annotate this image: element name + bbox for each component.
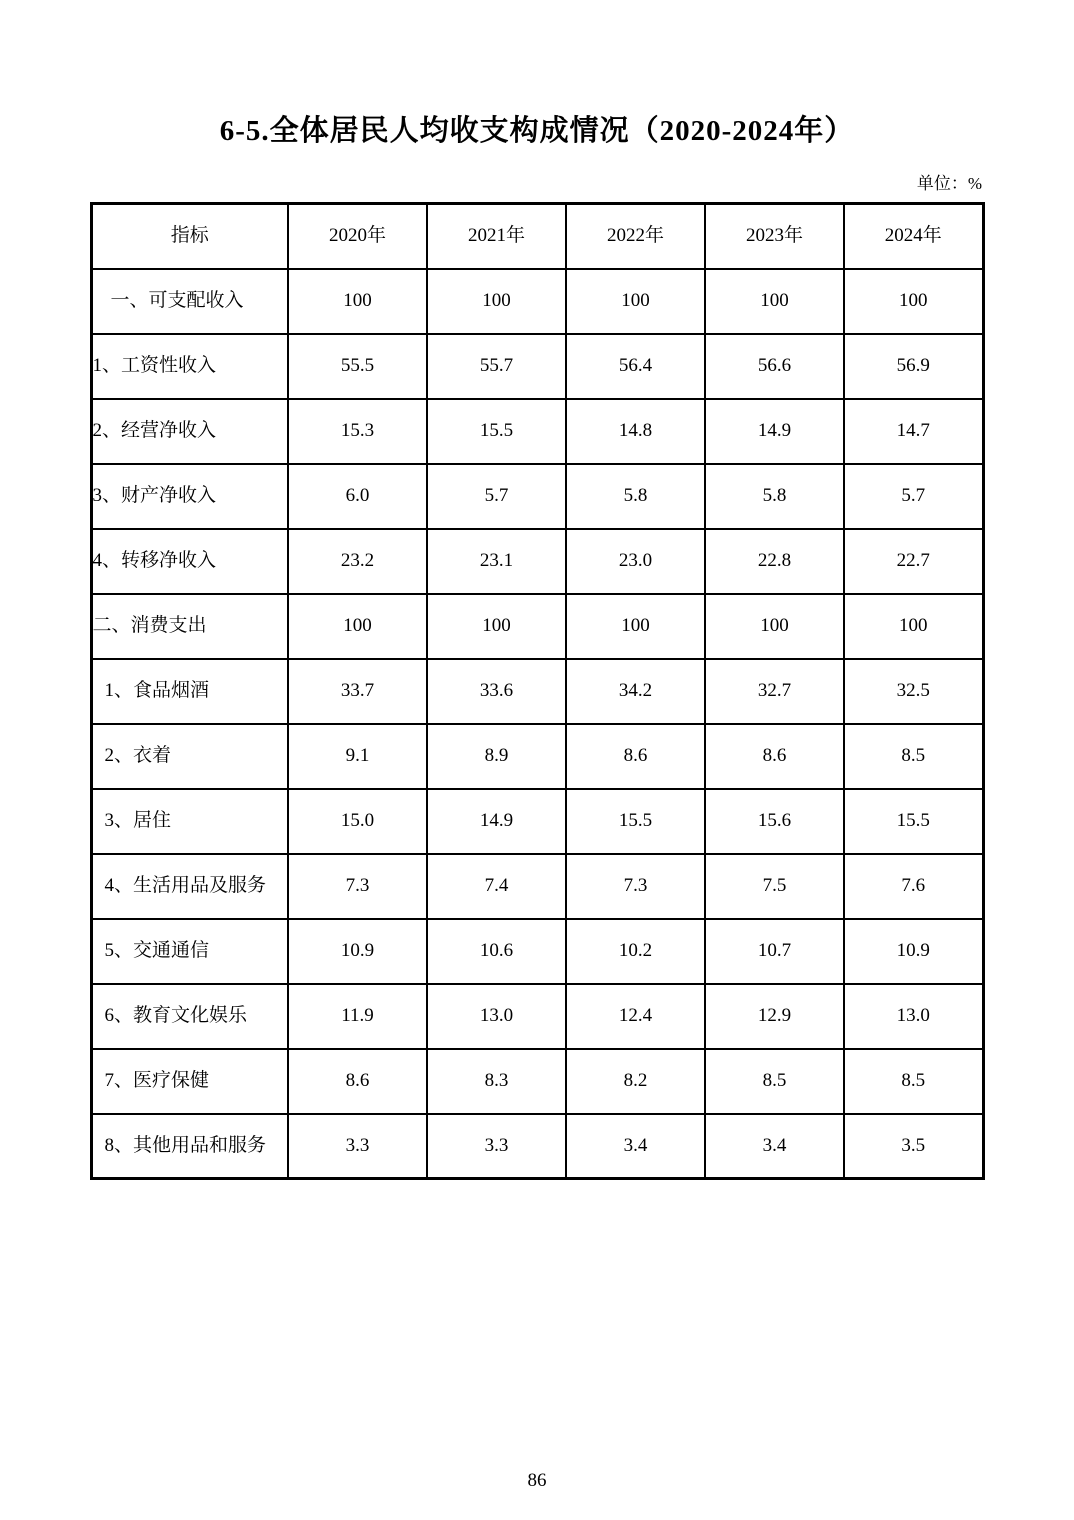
cell-value: 15.5 bbox=[844, 789, 983, 854]
row-label: 5、交通通信 bbox=[91, 919, 288, 984]
page-number: 86 bbox=[527, 1470, 547, 1491]
table-row bbox=[91, 464, 983, 529]
cell-value: 7.5 bbox=[705, 854, 844, 919]
cell-value: 100 bbox=[844, 594, 983, 659]
table-row bbox=[91, 269, 983, 334]
cell-value: 100 bbox=[566, 269, 705, 334]
row-label: 7、医疗保健 bbox=[91, 1049, 288, 1114]
cell-value: 8.5 bbox=[844, 724, 983, 789]
cell-value: 100 bbox=[427, 594, 566, 659]
row-label: 1、食品烟酒 bbox=[91, 659, 288, 724]
cell-value: 100 bbox=[705, 594, 844, 659]
cell-value: 56.6 bbox=[705, 334, 844, 399]
cell-value: 15.3 bbox=[288, 399, 427, 464]
cell-value: 8.3 bbox=[427, 1049, 566, 1114]
cell-value: 33.7 bbox=[288, 659, 427, 724]
cell-value: 32.5 bbox=[844, 659, 983, 724]
cell-value: 5.8 bbox=[566, 464, 705, 529]
cell-value: 8.5 bbox=[844, 1049, 983, 1114]
cell-value: 33.6 bbox=[427, 659, 566, 724]
cell-value: 55.5 bbox=[288, 334, 427, 399]
unit-label: 单位：% bbox=[916, 174, 982, 193]
cell-value: 11.9 bbox=[288, 984, 427, 1049]
cell-value: 10.2 bbox=[566, 919, 705, 984]
table-row bbox=[91, 334, 983, 399]
cell-value: 14.9 bbox=[427, 789, 566, 854]
cell-value: 10.9 bbox=[288, 919, 427, 984]
col-header-2021: 2021年 bbox=[427, 204, 566, 269]
row-label: 6、教育文化娱乐 bbox=[91, 984, 288, 1049]
table-row bbox=[91, 1114, 983, 1179]
cell-value: 100 bbox=[427, 269, 566, 334]
cell-value: 12.4 bbox=[566, 984, 705, 1049]
table-row bbox=[91, 1049, 983, 1114]
col-header-indicator: 指标 bbox=[91, 204, 288, 269]
col-header-2023: 2023年 bbox=[705, 204, 844, 269]
cell-value: 22.7 bbox=[844, 529, 983, 594]
cell-value: 15.5 bbox=[566, 789, 705, 854]
table-row bbox=[91, 984, 983, 1049]
cell-value: 100 bbox=[288, 594, 427, 659]
row-label: 4、转移净收入 bbox=[91, 529, 288, 594]
cell-value: 100 bbox=[844, 269, 983, 334]
cell-value: 23.0 bbox=[566, 529, 705, 594]
cell-value: 100 bbox=[566, 594, 705, 659]
table-row bbox=[91, 919, 983, 984]
row-label: 8、其他用品和服务 bbox=[91, 1114, 288, 1179]
cell-value: 7.6 bbox=[844, 854, 983, 919]
cell-value: 14.7 bbox=[844, 399, 983, 464]
cell-value: 5.7 bbox=[427, 464, 566, 529]
cell-value: 10.6 bbox=[427, 919, 566, 984]
cell-value: 3.4 bbox=[705, 1114, 844, 1179]
row-label: 二、消费支出 bbox=[91, 594, 288, 659]
cell-value: 5.8 bbox=[705, 464, 844, 529]
table-row bbox=[91, 724, 983, 789]
cell-value: 13.0 bbox=[844, 984, 983, 1049]
cell-value: 22.8 bbox=[705, 529, 844, 594]
cell-value: 6.0 bbox=[288, 464, 427, 529]
row-label: 3、居住 bbox=[91, 789, 288, 854]
row-label: 一、可支配收入 bbox=[91, 269, 288, 334]
cell-value: 56.4 bbox=[566, 334, 705, 399]
cell-value: 15.6 bbox=[705, 789, 844, 854]
cell-value: 8.9 bbox=[427, 724, 566, 789]
cell-value: 8.6 bbox=[566, 724, 705, 789]
cell-value: 100 bbox=[288, 269, 427, 334]
row-label: 4、生活用品及服务 bbox=[91, 854, 288, 919]
cell-value: 3.5 bbox=[844, 1114, 983, 1179]
cell-value: 32.7 bbox=[705, 659, 844, 724]
cell-value: 10.9 bbox=[844, 919, 983, 984]
table-header-row bbox=[91, 204, 983, 269]
cell-value: 34.2 bbox=[566, 659, 705, 724]
row-label: 2、经营净收入 bbox=[91, 399, 288, 464]
col-header-2020: 2020年 bbox=[288, 204, 427, 269]
cell-value: 8.6 bbox=[705, 724, 844, 789]
cell-value: 100 bbox=[705, 269, 844, 334]
cell-value: 10.7 bbox=[705, 919, 844, 984]
cell-value: 5.7 bbox=[844, 464, 983, 529]
col-header-2024: 2024年 bbox=[844, 204, 983, 269]
cell-value: 14.8 bbox=[566, 399, 705, 464]
income-expenditure-table bbox=[90, 202, 985, 1180]
cell-value: 23.2 bbox=[288, 529, 427, 594]
cell-value: 3.3 bbox=[288, 1114, 427, 1179]
row-label: 1、工资性收入 bbox=[91, 334, 288, 399]
table-row bbox=[91, 659, 983, 724]
table-row bbox=[91, 529, 983, 594]
cell-value: 3.4 bbox=[566, 1114, 705, 1179]
cell-value: 56.9 bbox=[844, 334, 983, 399]
table-row bbox=[91, 594, 983, 659]
cell-value: 15.0 bbox=[288, 789, 427, 854]
cell-value: 8.2 bbox=[566, 1049, 705, 1114]
cell-value: 9.1 bbox=[288, 724, 427, 789]
cell-value: 3.3 bbox=[427, 1114, 566, 1179]
table-row bbox=[91, 399, 983, 464]
cell-value: 7.3 bbox=[566, 854, 705, 919]
cell-value: 7.4 bbox=[427, 854, 566, 919]
page-title: 6-5.全体居民人均收支构成情况（2020-2024年） bbox=[219, 115, 855, 147]
cell-value: 13.0 bbox=[427, 984, 566, 1049]
cell-value: 8.6 bbox=[288, 1049, 427, 1114]
table-row bbox=[91, 789, 983, 854]
cell-value: 15.5 bbox=[427, 399, 566, 464]
cell-value: 23.1 bbox=[427, 529, 566, 594]
cell-value: 8.5 bbox=[705, 1049, 844, 1114]
cell-value: 14.9 bbox=[705, 399, 844, 464]
cell-value: 55.7 bbox=[427, 334, 566, 399]
col-header-2022: 2022年 bbox=[566, 204, 705, 269]
row-label: 3、财产净收入 bbox=[91, 464, 288, 529]
row-label: 2、衣着 bbox=[91, 724, 288, 789]
cell-value: 7.3 bbox=[288, 854, 427, 919]
cell-value: 12.9 bbox=[705, 984, 844, 1049]
table-row bbox=[91, 854, 983, 919]
